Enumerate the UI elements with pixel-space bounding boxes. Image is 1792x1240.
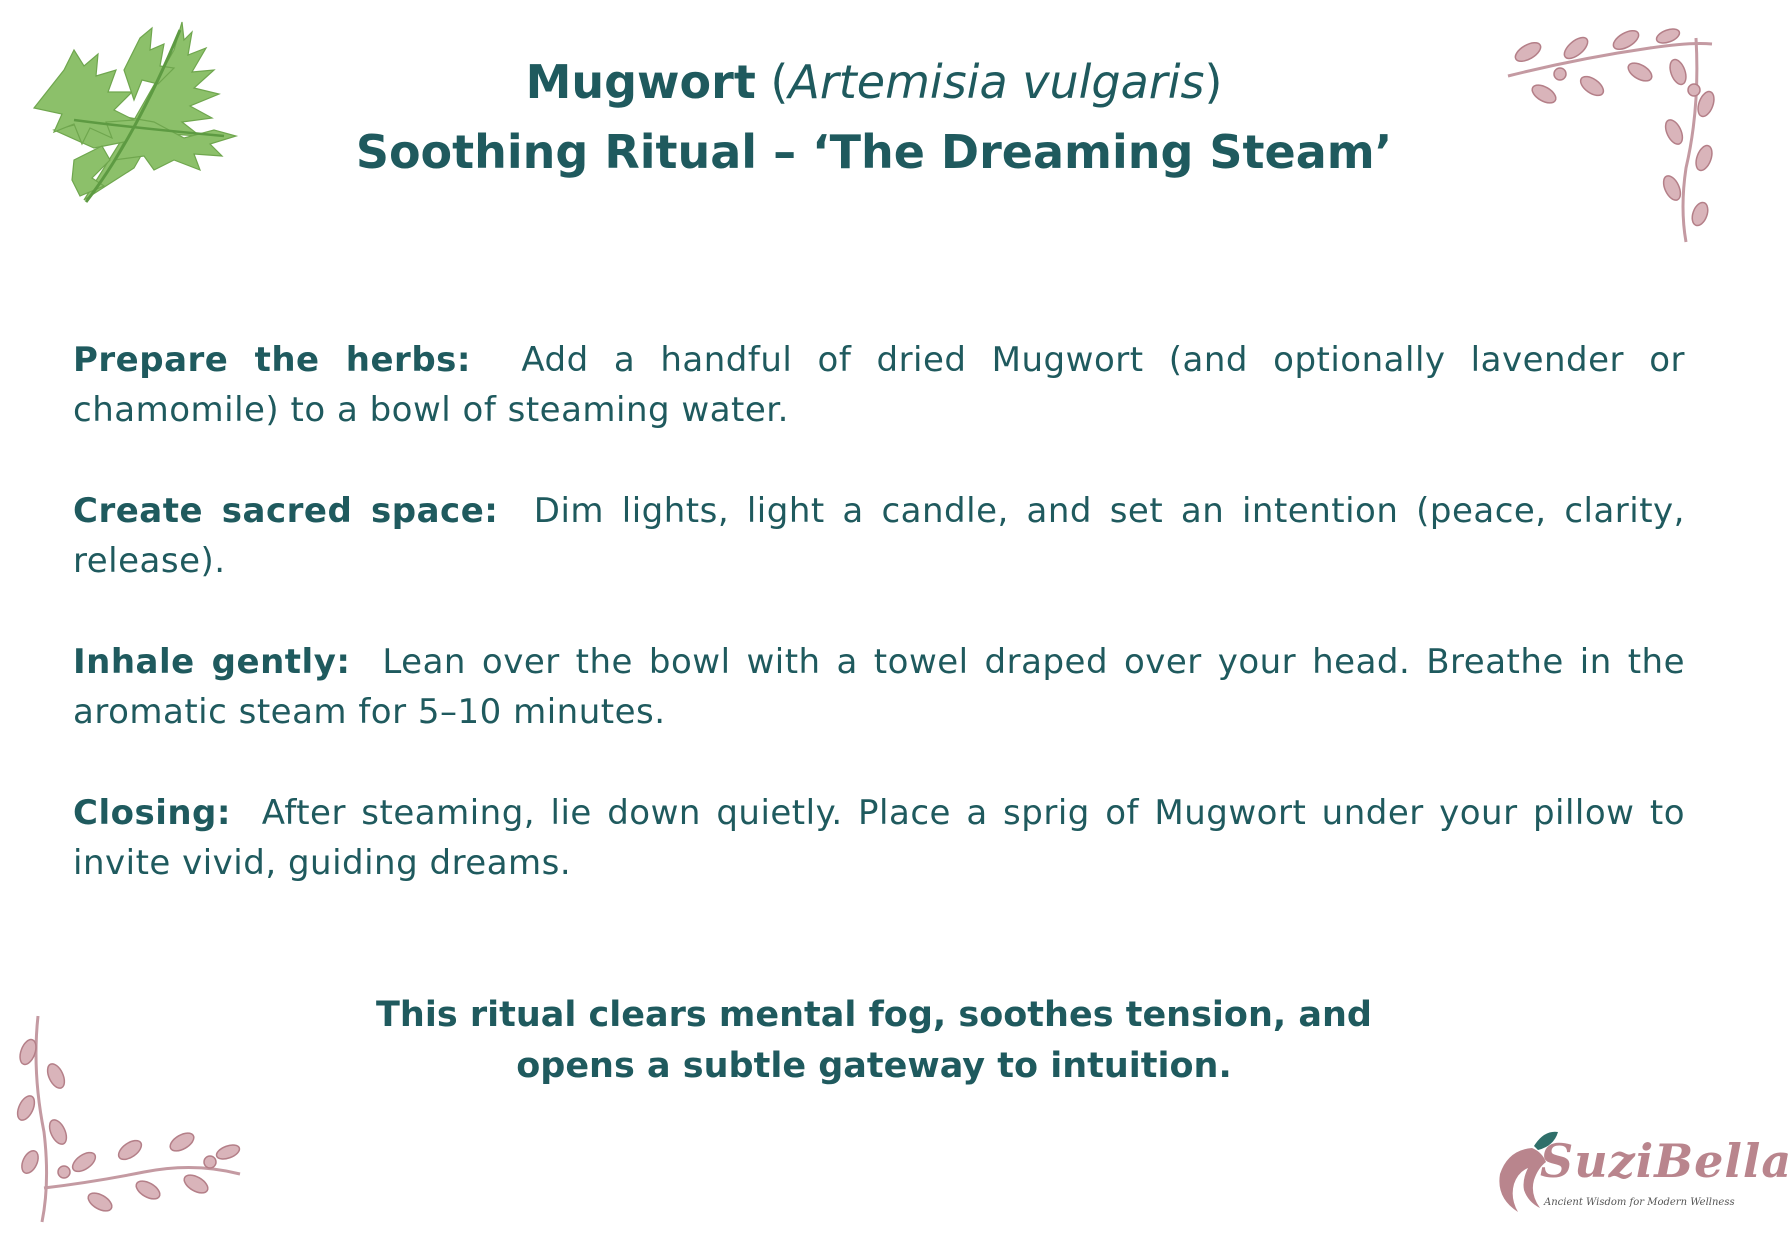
step-create-sacred-space <box>73 486 1685 586</box>
step-text: After steaming, lie down quietly. Place a sprig of Mugwort under your pillow to invite vivid, guiding dreams. <box>73 793 1686 883</box>
step-prepare-herbs <box>73 335 1685 435</box>
step-text: Lean over the bowl with a towel draped over your head. Breathe in the aromatic steam for 5–10 minutes. <box>73 642 1685 732</box>
step-label: Prepare the herbs: <box>73 340 471 380</box>
closing-note-line: This ritual clears mental fog, soothes tension, and <box>376 995 1372 1035</box>
step-text: Add a handful of dried Mugwort (and optionally lavender or chamomile) to a bowl of steaming water. <box>73 340 1685 430</box>
title-paren-close: ) <box>1204 55 1223 109</box>
step-label: Closing: <box>73 793 231 833</box>
step-text: Dim lights, light a candle, and set an intention (peace, clarity, release). <box>73 491 1685 581</box>
closing-note <box>0 990 1748 1092</box>
page-subtitle: Soothing Ritual – ‘The Dreaming Steam’ <box>355 125 1393 179</box>
brand-tagline: Ancient Wisdom for Modern Wellness <box>1544 1197 1735 1208</box>
title-common-name: Mugwort <box>525 55 756 109</box>
title-paren-open: ( <box>755 55 789 109</box>
title-latin-name: Artemisia vulgaris <box>788 55 1205 109</box>
closing-note-line: opens a subtle gateway to intuition. <box>516 1046 1232 1086</box>
step-closing <box>73 788 1685 888</box>
step-inhale-gently <box>73 637 1685 737</box>
brand-logo <box>1488 1128 1792 1220</box>
step-label: Inhale gently: <box>73 642 351 682</box>
step-label: Create sacred space: <box>73 491 499 531</box>
page-title <box>0 48 1748 116</box>
brand-name: SuziBella <box>1540 1134 1792 1188</box>
